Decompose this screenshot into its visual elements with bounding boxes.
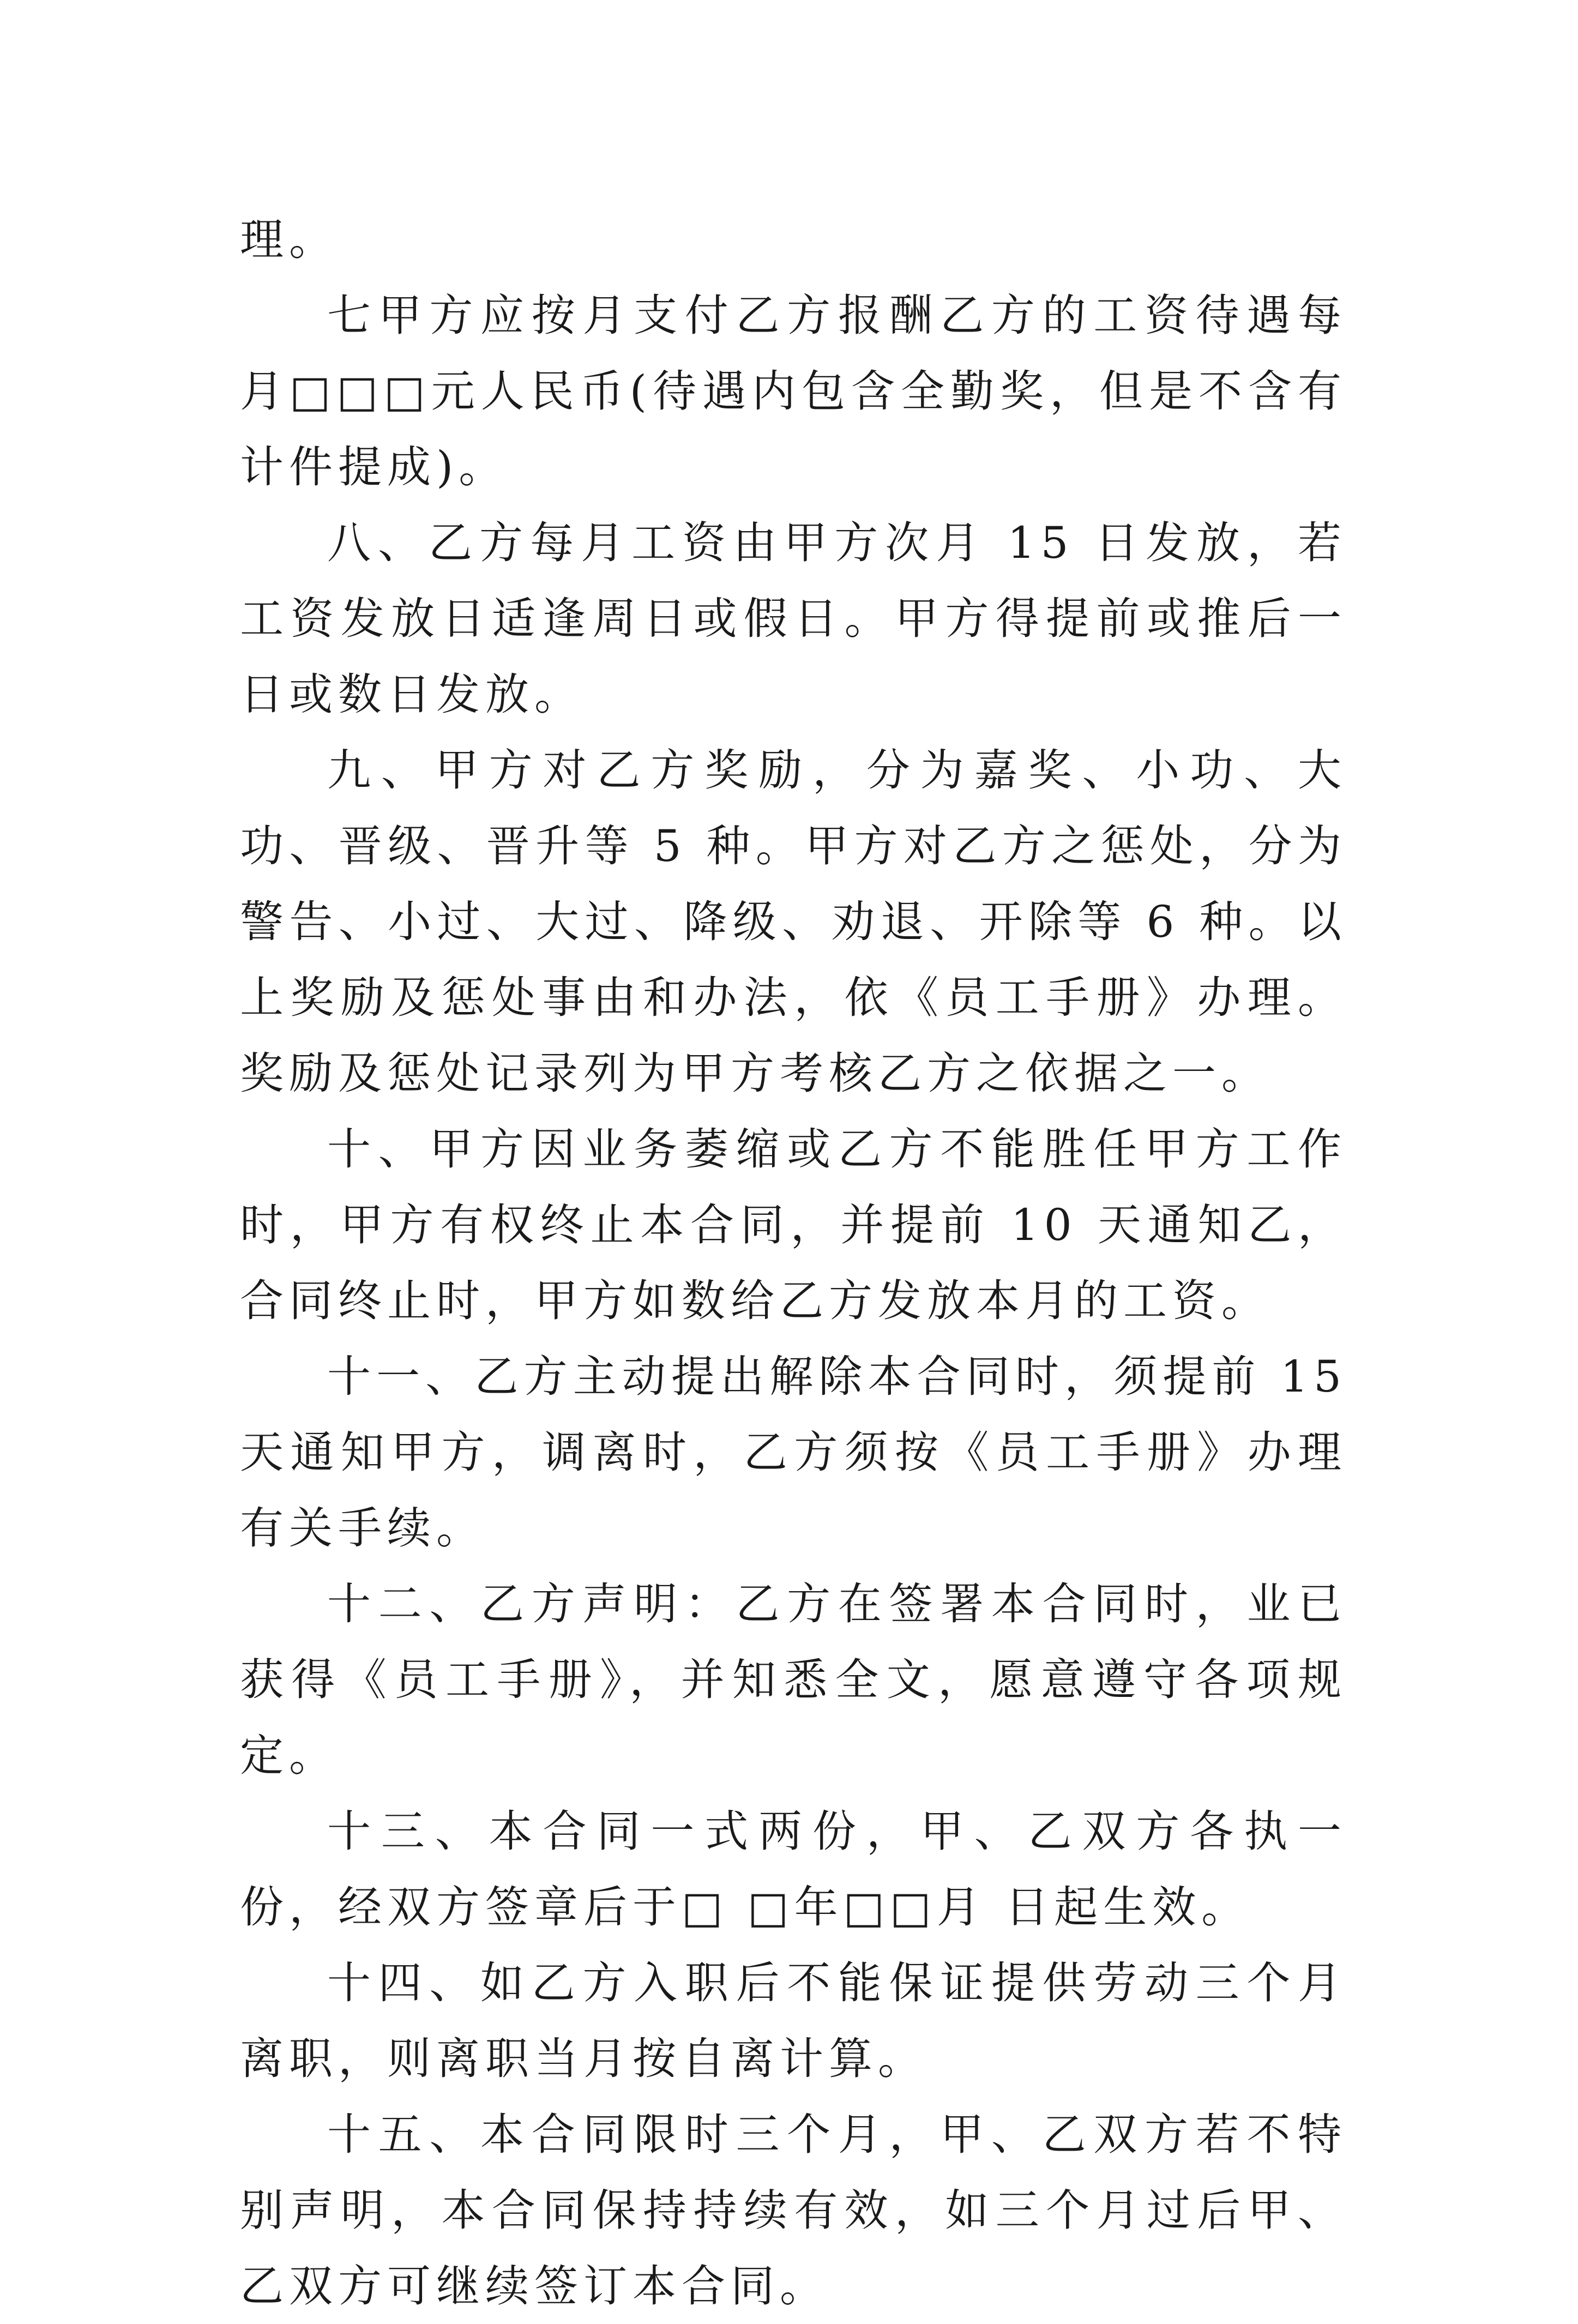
paragraph-clause-14: 十四、如乙方入职后不能保证提供劳动三个月离职，则离职当月按自离计算。 — [240, 1958, 1347, 2084]
paragraph-clause-15: 十五、本合同限时三个月，甲、乙双方若不特别声明，本合同保持持续有效，如三个月过后甲、乙双方可继续签订本合同。 — [240, 2109, 1347, 2311]
document-body — [240, 202, 1347, 2324]
paragraph-clause-13: 十三、本合同一式两份，甲、乙双方各执一份，经双方签章后于□ □年□□月 日起生效。 — [240, 1806, 1347, 1932]
paragraph-clause-7: 七甲方应按月支付乙方报酬乙方的工资待遇每月□□□元人民币(待遇内包含全勤奖，但是不含有计件提成)。 — [240, 290, 1347, 492]
paragraph-continuation: 理。 — [240, 214, 338, 265]
paragraph-clause-10: 十、甲方因业务萎缩或乙方不能胜任甲方工作时，甲方有权终止本合同，并提前 10 天通知乙，合同终止时，甲方如数给乙方发放本月的工资。 — [240, 1124, 1347, 1326]
paragraph-clause-11: 十一、乙方主动提出解除本合同时，须提前 15 天通知甲方，调离时，乙方须按《员工手册》办理有关手续。 — [240, 1351, 1347, 1554]
paragraph-clause-12: 十二、乙方声明：乙方在签署本合同时，业已获得《员工手册》，并知悉全文，愿意遵守各项规定。 — [240, 1579, 1347, 1781]
paragraph-clause-8: 八、乙方每月工资由甲方次月 15 日发放，若工资发放日适逢周日或假日。甲方得提前或推后一日或数日发放。 — [240, 517, 1347, 720]
paragraph-clause-9: 九、甲方对乙方奖励，分为嘉奖、小功、大功、晋级、晋升等 5 种。甲方对乙方之惩处，分为警告、小过、大过、降级、劝退、开除等 6 种。以上奖励及惩处事由和办法，依《员工手册》办理。奖励及惩处记录列为甲方考核乙方之依据之一。 — [240, 745, 1347, 1099]
